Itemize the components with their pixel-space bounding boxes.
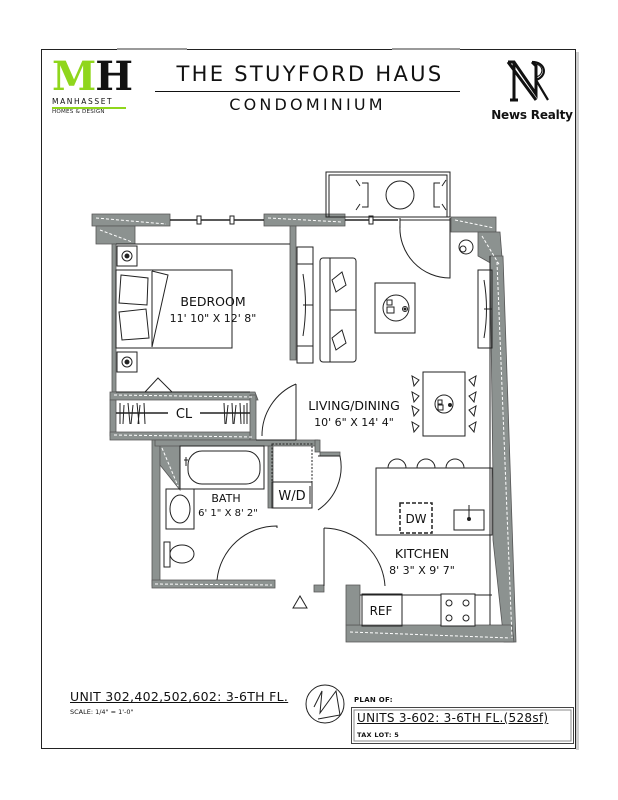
wall	[110, 432, 256, 440]
room-label-bath: BATH	[211, 492, 241, 505]
building-title: THE STUYFORD HAUS	[176, 62, 444, 86]
wall	[112, 244, 116, 392]
room-label-living: LIVING/DINING	[308, 398, 400, 413]
mh-letter-m: M	[52, 53, 96, 100]
refrigerator-label: REF	[369, 604, 393, 618]
mh-letter-h: H	[95, 53, 133, 100]
wall	[110, 400, 116, 436]
unit-numbers-label: UNIT 302,402,502,602: 3-6TH FL.	[70, 689, 289, 704]
wall	[152, 440, 160, 586]
dishwasher-label: DW	[405, 512, 427, 526]
wall	[320, 452, 340, 456]
wall	[250, 395, 256, 440]
room-dims-kitchen: 8' 3" X 9' 7"	[389, 564, 455, 577]
manhasset-name: MANHASSET	[52, 97, 114, 106]
wall	[314, 585, 324, 592]
north-arrow-icon	[304, 683, 346, 725]
wall	[92, 214, 170, 226]
wall	[346, 625, 514, 642]
news-realty-name: News Realty	[491, 108, 573, 122]
room-dims-bedroom: 11' 10" X 12' 8"	[169, 312, 257, 325]
manhasset-subtitle: HOMES & DESIGN	[52, 109, 105, 115]
wall	[451, 217, 496, 232]
wall	[315, 440, 320, 452]
building-subtitle: CONDOMINIUM	[229, 95, 386, 114]
plan-info-box	[351, 707, 574, 744]
wall	[290, 226, 296, 360]
closet-label: CL	[175, 407, 193, 422]
room-label-kitchen: KITCHEN	[394, 546, 450, 561]
washer-dryer-label: W/D	[278, 489, 306, 504]
tax-lot-label: TAX LOT: 5	[357, 731, 400, 739]
scale-label: SCALE: 1/4" = 1'-0"	[70, 708, 134, 716]
units-label: UNITS 3-602: 3-6TH FL.(528sf)	[357, 711, 549, 725]
wall	[155, 440, 318, 446]
plan-of-label: PLAN OF:	[354, 696, 393, 704]
room-dims-living: 10' 6" X 14' 4"	[314, 416, 394, 429]
room-dims-bath: 6' 1" X 8' 2"	[198, 508, 258, 519]
wall	[346, 585, 360, 625]
wall	[490, 256, 516, 642]
room-label-bedroom: BEDROOM	[180, 294, 246, 309]
